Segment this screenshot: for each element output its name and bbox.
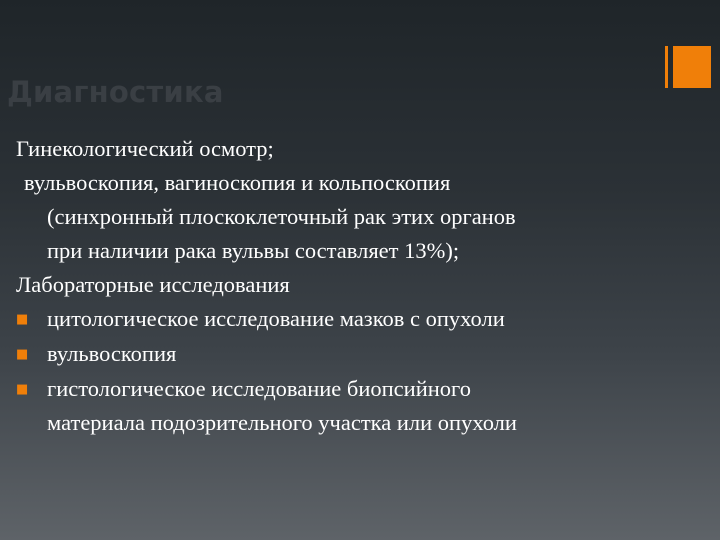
accent-bar-thick	[673, 46, 711, 88]
accent-bar-thin	[665, 46, 668, 88]
body-line-exam: Гинекологический осмотр;	[16, 136, 274, 161]
bullet-text-group	[47, 372, 706, 440]
square-bullet-icon: ■	[16, 347, 29, 362]
slide-body	[16, 132, 706, 440]
body-line-scopy: вульвоскопия, вагиноскопия и кольпоскопия	[24, 170, 451, 195]
body-line-scopy-note-2: при наличии рака вульвы составляет 13%);	[47, 238, 460, 263]
bullet-text: цитологическое исследование мазков с опухоли	[47, 306, 505, 331]
bullet-item-cytology	[16, 302, 706, 337]
bullet-item-histology	[16, 372, 706, 440]
square-bullet-icon: ■	[16, 382, 29, 397]
body-line-scopy-note-1: (синхронный плоскоклеточный рак этих органов	[47, 204, 516, 229]
body-line-lab-heading: Лабораторные исследования	[16, 272, 290, 297]
square-bullet-icon: ■	[16, 312, 29, 327]
bullet-text-line: гистологическое исследование биопсийного	[47, 376, 471, 401]
bullet-item-vulvoscopy	[16, 337, 706, 372]
bullet-text: вульвоскопия	[47, 341, 177, 366]
slide-title: Диагностика	[7, 75, 224, 109]
bullet-text-line: материала подозрительного участка или опухоли	[47, 410, 517, 435]
